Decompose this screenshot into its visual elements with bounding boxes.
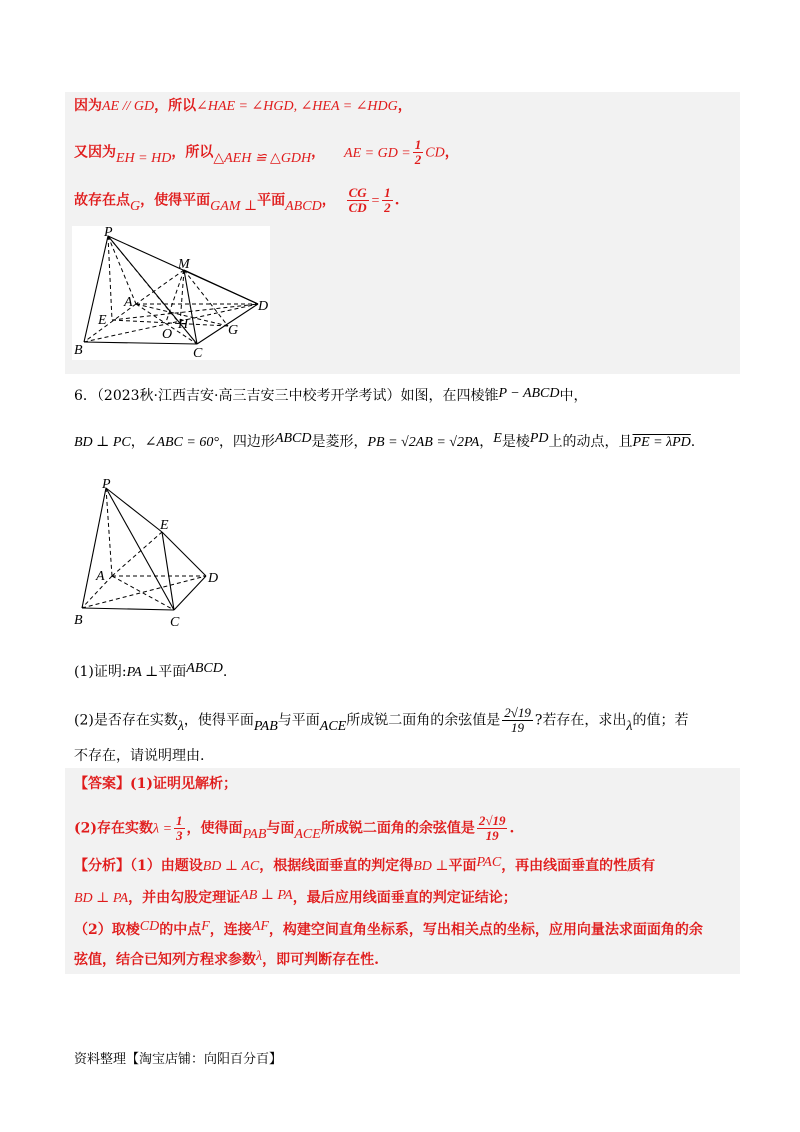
- fraction: [382, 186, 393, 215]
- label-B: B: [74, 343, 83, 358]
- denominator: CD: [348, 200, 367, 215]
- label-E: E: [160, 518, 169, 533]
- text: 故存在点: [74, 192, 130, 209]
- answer-line-2: [74, 814, 514, 843]
- label-G: G: [228, 323, 239, 338]
- label-A: A: [124, 295, 133, 310]
- text: （2）取棱: [74, 922, 140, 938]
- math: PAB: [242, 826, 267, 842]
- fraction: [174, 814, 185, 843]
- label-P: P: [102, 477, 111, 492]
- numerator: 2√19: [478, 813, 506, 828]
- text: 是棱: [501, 434, 530, 450]
- math: ∠HAE = ∠HGD, ∠HEA = ∠HDG: [196, 99, 398, 114]
- analysis-line-4: [74, 950, 379, 971]
- text: ，所以: [154, 98, 197, 114]
- math: AF: [251, 919, 269, 934]
- math: AE = GD =: [344, 145, 411, 161]
- problem-number: 6．: [74, 388, 97, 404]
- fraction: [413, 138, 424, 167]
- text: 上的动点，且: [548, 434, 633, 450]
- question-1: [74, 662, 227, 683]
- math: E: [493, 431, 502, 446]
- fraction: [477, 814, 508, 843]
- label-B: B: [74, 613, 83, 628]
- text: ，: [397, 98, 412, 114]
- math: AB ⊥ PA: [240, 888, 293, 903]
- math: AE // GD: [102, 99, 155, 114]
- question-2-line-2: [74, 746, 204, 766]
- math: λ: [256, 949, 263, 964]
- text: 是菱形，: [311, 434, 368, 450]
- text: .: [690, 434, 696, 450]
- math: BD ⊥ AC: [202, 859, 260, 874]
- label-C: C: [170, 615, 180, 630]
- denominator: 2: [384, 200, 391, 215]
- answer-label: 【答案】(1)证明见解析；: [74, 776, 237, 792]
- text: 又因为: [74, 144, 116, 161]
- text: (2)存在实数: [74, 820, 153, 837]
- text: 不存在，请说明理由.: [74, 748, 205, 764]
- text: ，使得面: [186, 820, 243, 837]
- text: ，使得平面: [140, 192, 211, 209]
- fraction: [347, 186, 369, 215]
- denominator: 2: [414, 152, 422, 167]
- text: .: [394, 192, 400, 209]
- text: 所成锐二面角的余弦值是: [320, 820, 475, 837]
- sol-line-3: [74, 186, 399, 215]
- analysis-line-2: [74, 888, 517, 909]
- text: (2)是否存在实数: [74, 712, 178, 729]
- sol-line-1: [74, 96, 412, 117]
- math: △AEH ≌ △GDH: [213, 150, 312, 166]
- label-M: M: [178, 257, 190, 272]
- label-E: E: [98, 313, 107, 328]
- math: λ =: [153, 821, 173, 837]
- text: (1)证明:: [74, 664, 127, 680]
- text: 因为: [74, 98, 102, 114]
- text: ，并由勾股定理证: [128, 890, 241, 906]
- math: PA ⊥: [126, 665, 159, 680]
- math: F: [201, 919, 210, 934]
- figure-pyramid-1: [72, 226, 270, 360]
- math: PD: [529, 431, 549, 446]
- math: PAC: [476, 855, 502, 870]
- math: λ: [626, 718, 633, 734]
- math: CD: [425, 145, 445, 161]
- sol-line-2: [74, 138, 459, 167]
- text: .: [222, 664, 228, 680]
- text: 的中点: [159, 922, 202, 938]
- text: ，: [130, 434, 145, 450]
- numerator: 2√19: [504, 705, 531, 720]
- problem-line-1: [74, 386, 588, 407]
- text: 弦值，结合已知列方程求参数: [74, 952, 256, 968]
- math: ACE: [294, 826, 321, 842]
- label-D: D: [208, 571, 219, 586]
- numerator: 1: [384, 185, 391, 200]
- math: PAB: [253, 718, 278, 734]
- math: CD: [139, 919, 160, 934]
- text: 所成锐二面角的余弦值是: [346, 712, 501, 729]
- denominator: 19: [485, 828, 499, 843]
- text: ，: [311, 144, 326, 161]
- math: PE = λPD: [632, 435, 691, 450]
- text: ，: [321, 192, 336, 209]
- math: P − ABCD: [498, 386, 560, 401]
- label-D: D: [258, 299, 269, 314]
- footer-text: 资料整理【淘宝店铺：向阳百分百】: [74, 1052, 283, 1067]
- problem-line-2: [74, 432, 695, 453]
- text: ，所以: [171, 144, 214, 161]
- text: ，再由线面垂直的性质有: [501, 858, 656, 874]
- math: BD ⊥ PC: [74, 435, 131, 450]
- question-2-line-1: [74, 706, 688, 735]
- fraction: [502, 706, 533, 735]
- math: BD ⊥ PA: [74, 891, 129, 906]
- math: ABCD: [274, 431, 312, 446]
- analysis-line-1: [74, 856, 655, 877]
- text: ，使得平面: [183, 712, 254, 729]
- text: 平面: [448, 858, 477, 874]
- math: λ: [177, 718, 184, 734]
- figure-pyramid-2: [72, 476, 232, 632]
- problem-source: （2023秋·江西吉安·高三吉安三中校考开学考试）如图，在四棱锥: [96, 388, 499, 404]
- text: 平面: [257, 192, 286, 209]
- text: ，: [444, 144, 459, 161]
- text: 中，: [559, 388, 588, 404]
- text: 与平面: [277, 712, 320, 729]
- math: PB = √2AB = √2PA: [367, 435, 480, 450]
- text: 与面: [266, 820, 295, 837]
- text: ，最后应用线面垂直的判定证结论；: [292, 890, 517, 906]
- numerator: 1: [176, 813, 183, 828]
- text: ，: [479, 434, 494, 450]
- text: ，连接: [209, 922, 252, 938]
- text: ?若存在，求出: [534, 712, 627, 729]
- math: BD ⊥: [413, 859, 449, 874]
- answer-line-1: [74, 774, 237, 794]
- text: 的值；若: [632, 712, 689, 729]
- math: ABCD: [285, 198, 322, 214]
- text: ，构建空间直角坐标系，写出相关点的坐标，应用向量法求面面角的余: [268, 922, 703, 938]
- text: ，即可判断存在性.: [262, 952, 379, 968]
- text: .: [509, 820, 515, 837]
- math: G: [130, 198, 141, 214]
- label-H: H: [178, 317, 189, 332]
- math: =: [370, 193, 381, 209]
- label-P: P: [104, 226, 113, 240]
- text: 平面: [158, 664, 187, 680]
- numerator: 1: [414, 137, 422, 152]
- math: ACE: [319, 718, 347, 734]
- analysis-label: 【分析】（1）由题设: [74, 858, 203, 874]
- label-A: A: [96, 569, 105, 584]
- text: ，四边形: [218, 434, 275, 450]
- denominator: 19: [511, 720, 525, 735]
- math: GAM ⊥: [210, 198, 258, 214]
- label-O: O: [162, 327, 173, 342]
- text: ，根据线面垂直的判定得: [259, 858, 414, 874]
- numerator: CG: [348, 185, 367, 200]
- denominator: 3: [176, 828, 183, 843]
- math: ∠ABC = 60°: [144, 435, 219, 450]
- label-C: C: [193, 346, 203, 360]
- analysis-line-3: [74, 920, 703, 941]
- math: ABCD: [186, 661, 223, 676]
- math: EH = HD: [116, 150, 172, 166]
